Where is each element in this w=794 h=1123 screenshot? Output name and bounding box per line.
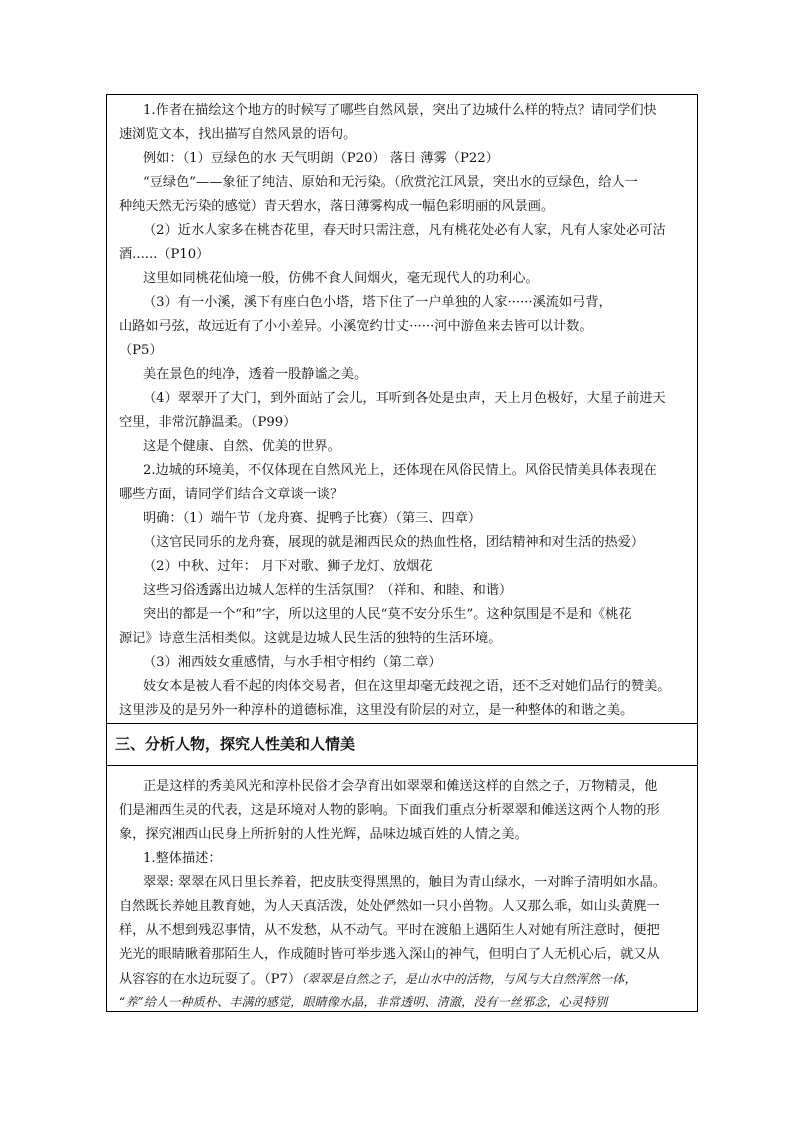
paragraph-line: 种纯天然无污染的感觉）青天碧水，落日薄雾构成一幅色彩明丽的风景画。 [119,199,555,214]
paragraph-line: 山路如弓弦，故远近有了小小差异。小溪宽约廿丈······河中游鱼来去皆可以计数。 [119,319,593,334]
row-divider-bottom [107,765,697,766]
row-divider-top [107,723,697,724]
paragraph-line: 象，探究湘西山民身上所折射的人性光辉，品味边城百姓的人情之美。 [119,827,528,842]
section-heading: 三、分析人物，探究人性美和人情美 [115,735,356,753]
paragraph-line: 这里如同桃花仙境一般，仿佛不食人间烟火，毫无现代人的功利心。 [143,271,539,286]
paragraph-line: 从容容的在水边玩耍了。（P7）（翠翠是自然之子，是山水中的活物，与风与大自然浑然一体， [119,972,637,987]
paragraph-line: （2）中秋、过年： 月下对歌、狮子龙灯、放烟花 [143,559,433,574]
paragraph-line: 们是湘西生灵的代表，这是环境对人物的影响。下面我们重点分析翠翠和傩送这两个人物的形 [119,803,660,818]
paragraph-line: （3）有一小溪，溪下有座白色小塔，塔下住了一户单独的人家······溪流如弓背， [143,295,612,310]
paragraph-line: 1.整体描述： [143,851,222,866]
paragraph-line: 翠翠: 翠翠在风日里长养着，把皮肤变得黑黑的，触目为青山绿水，一对眸子清明如水晶。 [143,875,666,890]
paragraph-line: 空里，非常沉静温柔。（P99） [119,415,297,430]
paragraph-line: （3）湘西妓女重感情，与水手相守相约（第二章） [143,655,442,670]
paragraph-line: 样，从不想到残忍事情，从不发愁，从不动气。平时在渡船上遇陌生人对她有所注意时，便把 [119,923,660,938]
document-table [106,94,698,1012]
paragraph-line: 这是个健康、自然、优美的世界。 [143,439,341,454]
paragraph-line: 妓女本是被人看不起的肉体交易者，但在这里却毫无歧视之语，还不乏对她们品行的赞美。 [143,679,671,694]
paragraph-line: 这些习俗透露出边城人怎样的生活氛围？（祥和、和睦、和谐） [143,583,513,598]
paragraph-line: 速浏览文本，找出描写自然风景的语句。 [119,127,357,142]
annotation-note-line: “养”给人一种质朴、丰满的感觉，眼睛像水晶，非常透明、清澈，没有一丝邪念，心灵特别 [119,995,608,1009]
paragraph-line: （2）近水人家多在桃杏花里，春天时只需注意，凡有桃花处必有人家，凡有人家处必可沽 [143,223,666,238]
paragraph-line: （P5） [119,343,163,358]
paragraph-line: 源记》诗意生活相类似。这就是边城人民生活的独特的生活环境。 [119,631,502,646]
paragraph-line: 美在景色的纯净，透着一股静谧之美。 [143,367,368,382]
annotation-note: （翠翠是自然之子，是山水中的活物，与风与大自然浑然一体， [301,972,637,986]
paragraph-line: “豆绿色”——象征了纯洁、原始和无污染。（欣赏沱江风景，突出水的豆绿色，给人一 [143,175,638,190]
paragraph-line: 自然既长养她且教育她，为人天真活泼，处处俨然如一只小兽物。人又那么乖，如山头黄麂一 [119,899,660,914]
paragraph-line: 例如：（1）豆绿色的水 天气明朗（P20） 落日 薄雾（P22） [143,151,499,166]
paragraph-line: 哪些方面，请同学们结合文章谈一谈？ [119,487,344,502]
paragraph-line: （4）翠翠开了大门，到外面站了会儿，耳听到各处是虫声，天上月色极好，大星子前进天 [143,391,666,406]
paragraph-line: 2.边城的环境美，不仅体现在自然风光上，还体现在风俗民情上。风俗民情美具体表现在 [143,463,657,478]
paragraph-line: （这官民同乐的龙舟赛，展现的就是湘西民众的热血性格，团结精神和对生活的热爱） [143,535,645,550]
paragraph-line: 酒......（P10） [119,247,210,262]
paragraph-line: 光光的眼睛瞅着那陌生人，作成随时皆可举步逃入深山的神气，但明白了人无机心后，就又从 [119,947,660,962]
paragraph-line: 突出的都是一个“和”字，所以这里的人民“莫不安分乐生”。这种氛围是不是和《桃花 [143,607,632,622]
paragraph-line: 1.作者在描绘这个地方的时候写了哪些自然风景，突出了边城什么样的特点？请同学们快 [143,103,657,118]
paragraph-line: 明确：（1）端午节（龙舟赛、捉鸭子比赛）（第三、四章） [143,511,482,526]
paragraph-line: 这里涉及的是另外一种淳朴的道德标准，这里没有阶层的对立，是一种整体的和谐之美。 [119,703,634,718]
paragraph-line: 正是这样的秀美风光和淳朴民俗才会孕育出如翠翠和傩送这样的自然之子，万物精灵，他 [143,779,658,794]
